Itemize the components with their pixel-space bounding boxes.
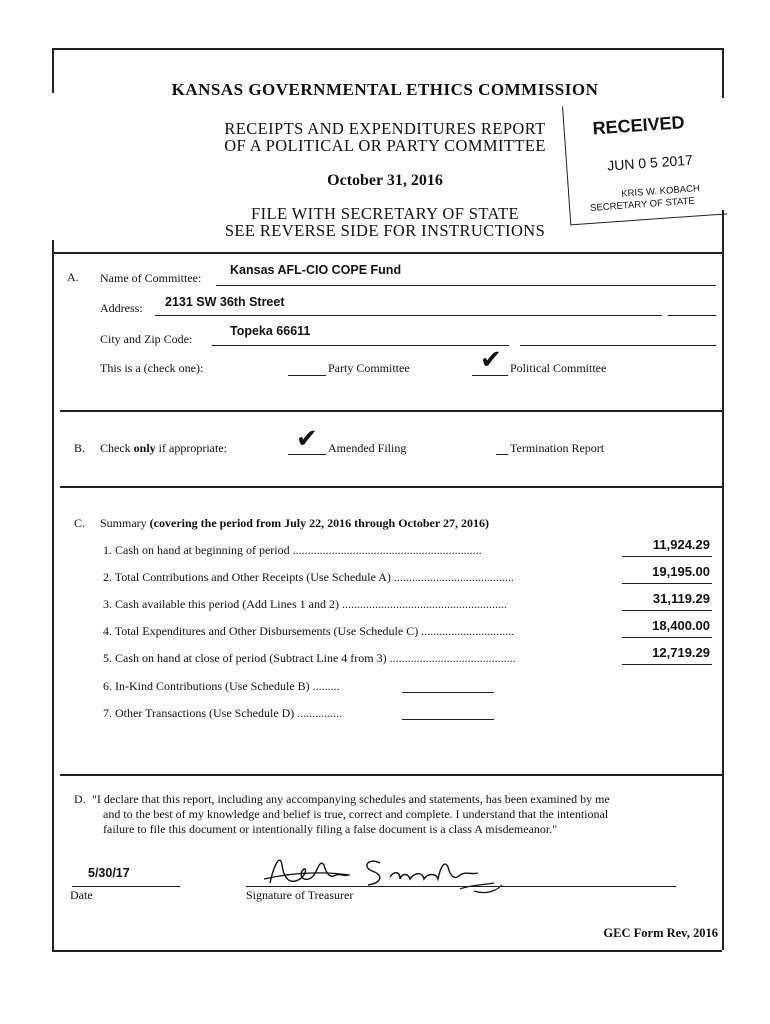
- city-line: [212, 345, 509, 346]
- summary-line-3: 3. Cash available this period (Add Lines 1 and 2) .......................................................: [103, 597, 507, 611]
- termination-report-blank[interactable]: [496, 454, 508, 455]
- stamp-name: KRIS W. KOBACH: [620, 183, 701, 200]
- summary-line-2: 2. Total Contributions and Other Receipts (Use Schedule A) ........................................: [103, 570, 514, 584]
- section-d-letter: D.: [74, 792, 86, 806]
- stamp-date: JUN 0 5 2017: [606, 151, 694, 174]
- address-value[interactable]: 2131 SW 36th Street: [165, 295, 285, 309]
- summary-line-5: 5. Cash on hand at close of period (Subtract Line 4 from 3) ..........................................: [103, 651, 516, 665]
- committee-type-label: This is a (check one):: [100, 361, 204, 375]
- commission-title: KANSAS GOVERNMENTAL ETHICS COMMISSION: [171, 80, 599, 99]
- party-committee-label: Party Committee: [328, 361, 410, 375]
- file-with: FILE WITH SECRETARY OF STATE: [251, 204, 519, 223]
- address-line-2: [668, 315, 716, 316]
- summary-amount-1[interactable]: 11,924.29: [652, 537, 710, 552]
- signature-label: Signature of Treasurer: [246, 888, 354, 902]
- committee-name-value[interactable]: Kansas AFL-CIO COPE Fund: [230, 263, 402, 277]
- address-label: Address:: [100, 301, 143, 315]
- other-transactions-blank[interactable]: [402, 719, 494, 720]
- summary-line-4: 4. Total Expenditures and Other Disbursements (Use Schedule C) ...............................: [103, 624, 515, 638]
- summary-amount-4[interactable]: 18,400.00: [652, 618, 710, 633]
- address-line: [155, 315, 662, 316]
- divider-b: [60, 410, 722, 412]
- divider-a: [52, 252, 722, 254]
- committee-name-line: [216, 285, 716, 286]
- summary-amount-2[interactable]: 19,195.00: [652, 564, 710, 579]
- section-a-letter: A.: [67, 270, 79, 284]
- political-committee-blank[interactable]: [472, 375, 508, 376]
- check-if-appropriate-label: [100, 441, 227, 456]
- summary-line-7: 7. Other Transactions (Use Schedule D) ...............: [103, 706, 343, 720]
- party-committee-blank[interactable]: [288, 375, 326, 376]
- summary-amount-line-3: [622, 610, 712, 611]
- summary-period: (covering the period from July 22, 2016 through October 27, 2016): [149, 516, 489, 530]
- report-title-1: RECEIPTS AND EXPENDITURES REPORT: [224, 119, 546, 138]
- committee-name-label: Name of Committee:: [100, 271, 202, 285]
- summary-line-1: 1. Cash on hand at beginning of period ...............................................................: [103, 543, 482, 557]
- summary-amount-5[interactable]: 12,719.29: [652, 645, 710, 660]
- summary-amount-line-2: [622, 583, 712, 584]
- summary-amount-line-5: [622, 664, 712, 665]
- zip-line: [520, 345, 716, 346]
- city-value[interactable]: Topeka 66611: [230, 324, 311, 338]
- declaration-line-3: failure to file this document or intentionally filing a false document is a class A misdemeanor.": [103, 822, 558, 836]
- see-reverse: SEE REVERSE SIDE FOR INSTRUCTIONS: [224, 221, 546, 240]
- check-label-only: only: [133, 441, 156, 455]
- section-c-letter: C.: [74, 516, 86, 530]
- termination-report-label: Termination Report: [510, 441, 605, 455]
- check-label-pre: Check: [100, 441, 134, 455]
- left-border: [52, 240, 54, 950]
- summary-amount-line-1: [622, 556, 712, 557]
- stamp-office: SECRETARY OF STATE: [589, 195, 696, 214]
- amended-filing-label: Amended Filing: [328, 441, 407, 455]
- political-committee-label: Political Committee: [510, 361, 607, 375]
- amended-filing-blank[interactable]: [288, 454, 326, 455]
- signature-line: [246, 886, 676, 887]
- divider-d: [60, 774, 722, 776]
- summary-amount-line-4: [622, 637, 712, 638]
- summary-heading: [100, 516, 489, 531]
- summary-line-6: 6. In-Kind Contributions (Use Schedule B) .........: [103, 679, 340, 693]
- date-label: Date: [70, 888, 93, 902]
- inkind-blank[interactable]: [402, 692, 494, 693]
- summary-amount-3[interactable]: 31,119.29: [652, 591, 710, 606]
- date-line: [72, 886, 180, 887]
- amended-filing-check-icon: ✔: [296, 424, 318, 454]
- stamp-received: RECEIVED: [591, 112, 686, 139]
- city-label: City and Zip Code:: [100, 332, 193, 346]
- bottom-border: [52, 950, 722, 952]
- declaration-line-1: "I declare that this report, including any accompanying schedules and statements, has been examined by me: [92, 792, 610, 806]
- summary-label: Summary: [100, 516, 150, 530]
- political-committee-check-icon: ✔: [480, 345, 502, 375]
- right-border: [722, 210, 724, 950]
- divider-c: [60, 486, 722, 488]
- section-b-letter: B.: [74, 441, 86, 455]
- check-label-post: if appropriate:: [155, 441, 227, 455]
- report-date: October 31, 2016: [327, 172, 443, 189]
- top-border: [52, 48, 722, 50]
- form-revision: GEC Form Rev, 2016: [603, 926, 718, 940]
- signature-date-value[interactable]: 5/30/17: [88, 866, 130, 880]
- report-title-2: OF A POLITICAL OR PARTY COMMITTEE: [224, 136, 546, 155]
- received-stamp: [562, 96, 727, 226]
- declaration-line-2: and to the best of my knowledge and belief is true, correct and complete. I understand that the intentional: [103, 807, 609, 821]
